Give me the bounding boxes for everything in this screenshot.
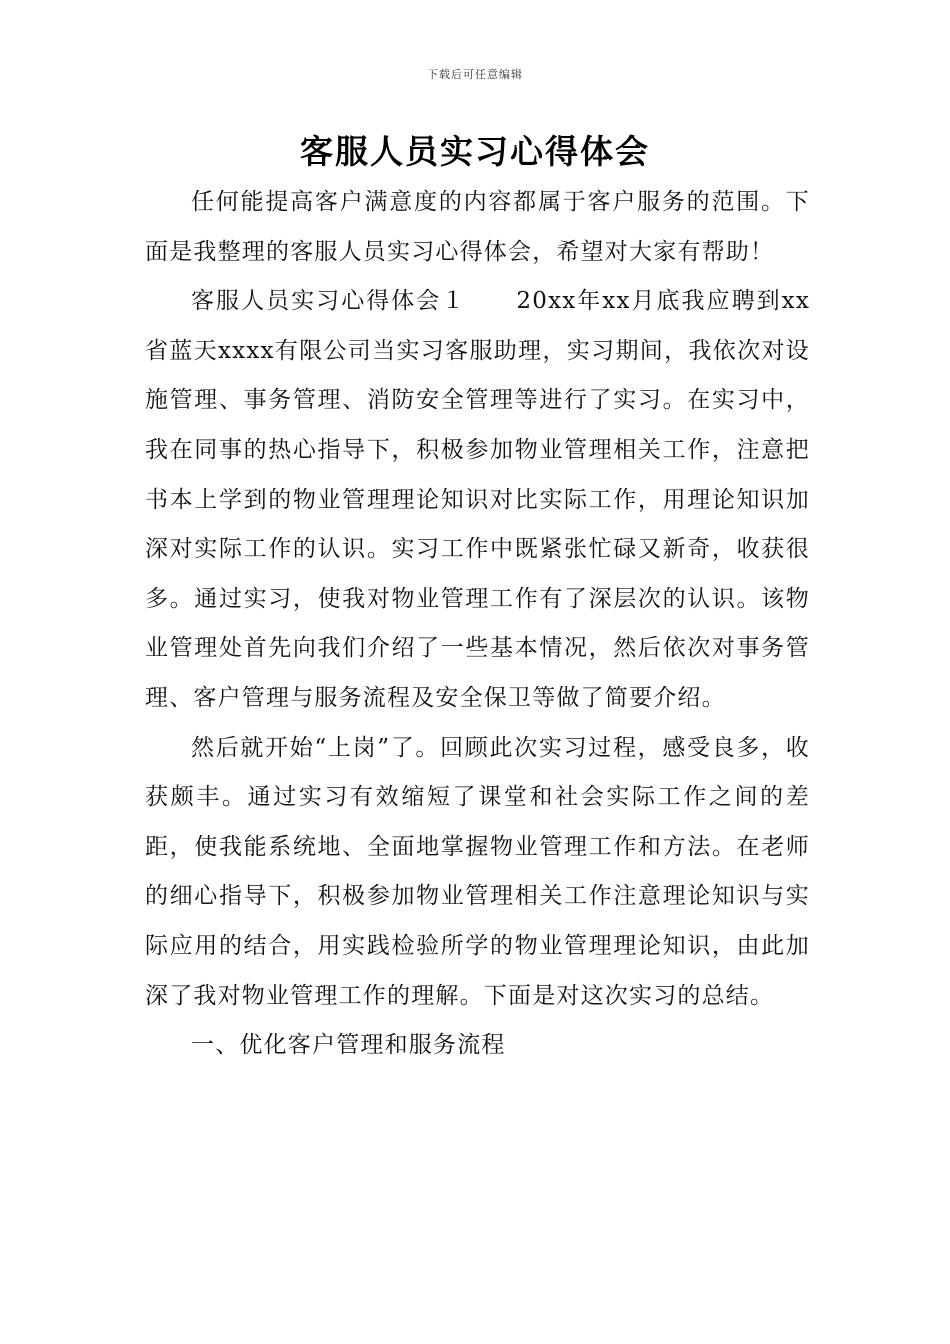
header-note: 下载后可任意编辑 [427,68,523,81]
section-heading-1: 一、优化客户管理和服务流程 [191,1032,506,1059]
document-body [145,178,810,1071]
paragraph-intro: 任何能提高客户满意度的内容都属于客户服务的范围。下面是我整理的客服人员实习心得体会，希望对大家有帮助！ [145,189,810,265]
paragraph-experience-1: 客服人员实习心得体会１ 20xx年xx月底我应聘到xx省蓝天xxxx有限公司当实习客服助理，实习期间，我依次对设施管理、事务管理、消防安全管理等进行了实习。在实习中，我在同事的热心指导下，积极参加物业管理相关工作，注意把书本上学到的物业管理理论知识对比实际工作，用理论知识加深对实际工作的认识。实习工作中既紧张忙碌又新奇，收获很多。通过实习，使我对物业管理工作有了深层次的认识。该物业管理处首先向我们介绍了一些基本情况，然后依次对事务管理、客户管理与服务流程及安全保卫等做了简要介绍。 [145,288,810,711]
paragraph-experience-2: 然后就开始“上岗”了。回顾此次实习过程，感受良多，收获颇丰。通过实习有效缩短了课堂和社会实际工作之间的差距，使我能系统地、全面地掌握物业管理工作和方法。在老师的细心指导下，积极参加物业管理相关工作注意理论知识与实际应用的结合，用实践检验所学的物业管理理论知识，由此加深了我对物业管理工作的理解。下面是对这次实习的总结。 [145,734,810,1009]
page-title: 客服人员实习心得体会 [300,132,650,171]
